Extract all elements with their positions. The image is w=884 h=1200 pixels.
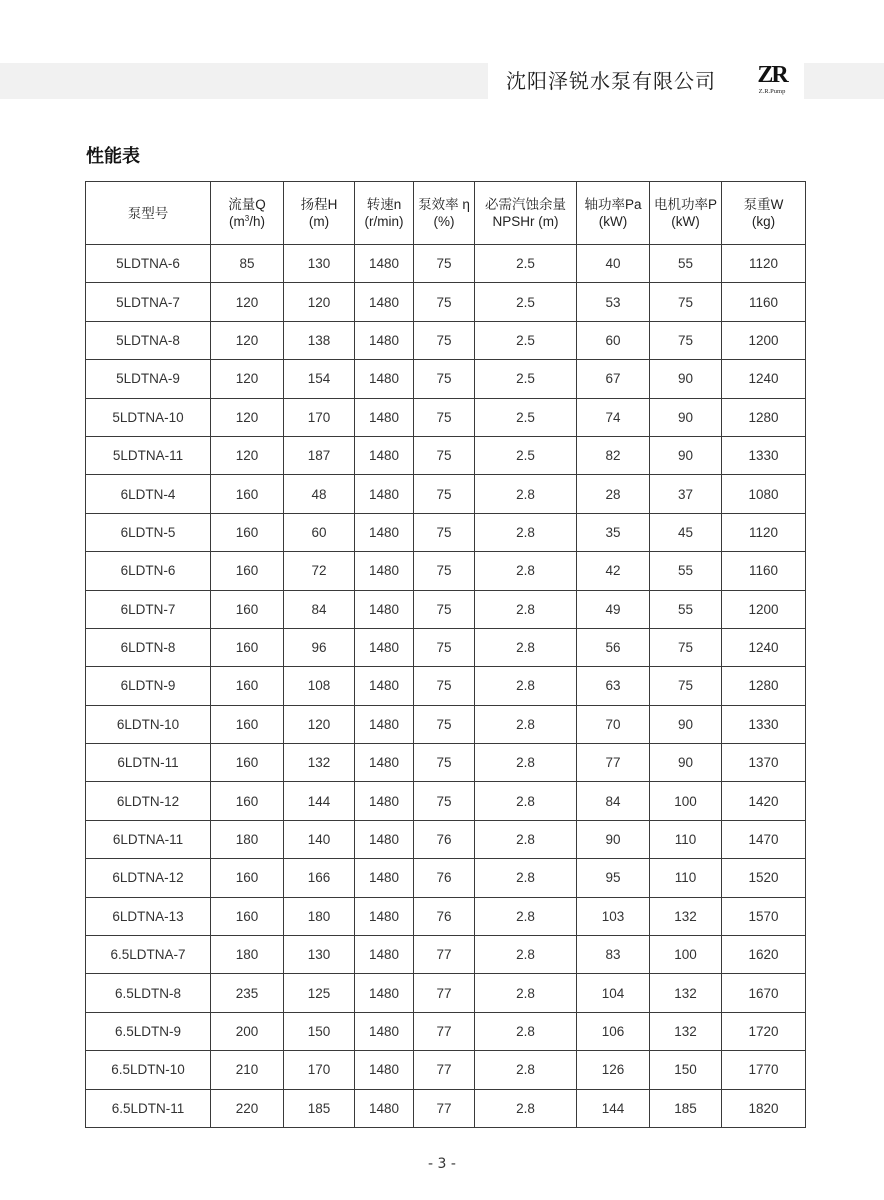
cell-npshr: 2.5 [475, 398, 577, 436]
cell-head: 120 [284, 705, 355, 743]
cell-efficiency: 77 [414, 1051, 475, 1089]
cell-npshr: 2.8 [475, 628, 577, 666]
cell-weight: 1470 [722, 820, 806, 858]
cell-efficiency: 76 [414, 859, 475, 897]
cell-shaft-power: 83 [577, 936, 650, 974]
column-header-efficiency: 泵效率 η (%) [414, 182, 475, 245]
column-header-weight: 泵重W (kg) [722, 182, 806, 245]
cell-speed: 1480 [355, 360, 414, 398]
table-row [86, 859, 806, 897]
column-header-model: 泵型号 [86, 182, 211, 245]
table-row [86, 475, 806, 513]
cell-speed: 1480 [355, 436, 414, 474]
cell-head: 125 [284, 974, 355, 1012]
cell-npshr: 2.8 [475, 820, 577, 858]
cell-motor-power: 75 [650, 628, 722, 666]
cell-efficiency: 77 [414, 974, 475, 1012]
cell-flow: 160 [211, 705, 284, 743]
cell-head: 166 [284, 859, 355, 897]
cell-npshr: 2.5 [475, 245, 577, 283]
cell-weight: 1160 [722, 552, 806, 590]
cell-flow: 160 [211, 513, 284, 551]
cell-model: 6LDTNA-11 [86, 820, 211, 858]
cell-flow: 160 [211, 859, 284, 897]
cell-shaft-power: 42 [577, 552, 650, 590]
cell-npshr: 2.8 [475, 475, 577, 513]
cell-motor-power: 55 [650, 590, 722, 628]
cell-efficiency: 75 [414, 436, 475, 474]
table-row [86, 513, 806, 551]
cell-efficiency: 75 [414, 590, 475, 628]
cell-head: 72 [284, 552, 355, 590]
cell-flow: 220 [211, 1089, 284, 1127]
cell-motor-power: 90 [650, 705, 722, 743]
table-row [86, 1051, 806, 1089]
cell-shaft-power: 77 [577, 744, 650, 782]
cell-head: 185 [284, 1089, 355, 1127]
cell-efficiency: 76 [414, 897, 475, 935]
cell-head: 48 [284, 475, 355, 513]
cell-shaft-power: 106 [577, 1012, 650, 1050]
cell-motor-power: 37 [650, 475, 722, 513]
cell-head: 96 [284, 628, 355, 666]
cell-efficiency: 75 [414, 360, 475, 398]
cell-motor-power: 90 [650, 436, 722, 474]
cell-efficiency: 75 [414, 321, 475, 359]
cell-head: 130 [284, 245, 355, 283]
column-header-speed: 转速n (r/min) [355, 182, 414, 245]
cell-shaft-power: 95 [577, 859, 650, 897]
cell-shaft-power: 49 [577, 590, 650, 628]
cell-weight: 1240 [722, 360, 806, 398]
cell-model: 6.5LDTN-11 [86, 1089, 211, 1127]
performance-table [85, 181, 806, 1128]
cell-weight: 1200 [722, 590, 806, 628]
cell-weight: 1280 [722, 667, 806, 705]
cell-motor-power: 55 [650, 245, 722, 283]
table-row [86, 436, 806, 474]
cell-head: 84 [284, 590, 355, 628]
cell-efficiency: 77 [414, 1089, 475, 1127]
cell-speed: 1480 [355, 820, 414, 858]
cell-efficiency: 76 [414, 820, 475, 858]
cell-motor-power: 75 [650, 667, 722, 705]
cell-flow: 180 [211, 820, 284, 858]
table-row [86, 245, 806, 283]
cell-npshr: 2.8 [475, 705, 577, 743]
table-row [86, 552, 806, 590]
cell-head: 180 [284, 897, 355, 935]
cell-weight: 1370 [722, 744, 806, 782]
cell-flow: 120 [211, 398, 284, 436]
cell-npshr: 2.8 [475, 513, 577, 551]
cell-speed: 1480 [355, 398, 414, 436]
cell-motor-power: 132 [650, 897, 722, 935]
cell-flow: 160 [211, 897, 284, 935]
cell-model: 6.5LDTN-10 [86, 1051, 211, 1089]
cell-npshr: 2.8 [475, 1051, 577, 1089]
cell-flow: 160 [211, 475, 284, 513]
cell-weight: 1120 [722, 245, 806, 283]
company-name: 沈阳泽锐水泵有限公司 [506, 69, 716, 93]
cell-model: 6LDTN-6 [86, 552, 211, 590]
cell-efficiency: 75 [414, 283, 475, 321]
cell-head: 140 [284, 820, 355, 858]
cell-efficiency: 75 [414, 782, 475, 820]
cell-model: 6LDTN-4 [86, 475, 211, 513]
cell-speed: 1480 [355, 283, 414, 321]
company-logo [749, 62, 795, 102]
page-number: - 3 - [428, 1156, 456, 1172]
cell-npshr: 2.5 [475, 360, 577, 398]
cell-speed: 1480 [355, 974, 414, 1012]
cell-speed: 1480 [355, 859, 414, 897]
cell-shaft-power: 67 [577, 360, 650, 398]
cell-shaft-power: 60 [577, 321, 650, 359]
cell-model: 6LDTN-5 [86, 513, 211, 551]
cell-model: 6LDTN-7 [86, 590, 211, 628]
cell-model: 6LDTN-8 [86, 628, 211, 666]
table-row [86, 628, 806, 666]
cell-head: 154 [284, 360, 355, 398]
cell-flow: 85 [211, 245, 284, 283]
cell-shaft-power: 63 [577, 667, 650, 705]
cell-shaft-power: 35 [577, 513, 650, 551]
cell-efficiency: 75 [414, 744, 475, 782]
cell-motor-power: 132 [650, 1012, 722, 1050]
cell-flow: 210 [211, 1051, 284, 1089]
section-title: 性能表 [86, 146, 140, 167]
cell-efficiency: 75 [414, 667, 475, 705]
cell-model: 5LDTNA-9 [86, 360, 211, 398]
cell-motor-power: 132 [650, 974, 722, 1012]
cell-shaft-power: 28 [577, 475, 650, 513]
cell-speed: 1480 [355, 667, 414, 705]
cell-speed: 1480 [355, 897, 414, 935]
cell-model: 5LDTNA-7 [86, 283, 211, 321]
cell-weight: 1820 [722, 1089, 806, 1127]
cell-speed: 1480 [355, 475, 414, 513]
cell-weight: 1420 [722, 782, 806, 820]
cell-npshr: 2.5 [475, 283, 577, 321]
logo-mark-icon: ZR [757, 62, 787, 88]
cell-shaft-power: 74 [577, 398, 650, 436]
cell-shaft-power: 70 [577, 705, 650, 743]
cell-efficiency: 75 [414, 552, 475, 590]
cell-head: 187 [284, 436, 355, 474]
cell-flow: 160 [211, 552, 284, 590]
cell-npshr: 2.8 [475, 744, 577, 782]
cell-weight: 1670 [722, 974, 806, 1012]
logo-subtext: Z.R.Pump [758, 88, 786, 95]
cell-npshr: 2.8 [475, 590, 577, 628]
cell-head: 138 [284, 321, 355, 359]
table-header-row [86, 182, 806, 245]
cell-head: 120 [284, 283, 355, 321]
cell-shaft-power: 103 [577, 897, 650, 935]
cell-motor-power: 100 [650, 782, 722, 820]
cell-head: 144 [284, 782, 355, 820]
cell-motor-power: 90 [650, 744, 722, 782]
cell-shaft-power: 126 [577, 1051, 650, 1089]
cell-weight: 1080 [722, 475, 806, 513]
cell-weight: 1120 [722, 513, 806, 551]
cell-motor-power: 55 [650, 552, 722, 590]
column-header-flow: 流量Q $(m^3/h)$ [211, 182, 284, 245]
cell-motor-power: 110 [650, 820, 722, 858]
cell-shaft-power: 53 [577, 283, 650, 321]
cell-weight: 1330 [722, 436, 806, 474]
table-row [86, 398, 806, 436]
cell-speed: 1480 [355, 744, 414, 782]
cell-model: 6.5LDTNA-7 [86, 936, 211, 974]
cell-npshr: 2.8 [475, 782, 577, 820]
cell-efficiency: 77 [414, 936, 475, 974]
cell-motor-power: 90 [650, 398, 722, 436]
cell-model: 6LDTN-10 [86, 705, 211, 743]
cell-efficiency: 75 [414, 628, 475, 666]
cell-motor-power: 110 [650, 859, 722, 897]
cell-speed: 1480 [355, 1051, 414, 1089]
cell-efficiency: 75 [414, 398, 475, 436]
cell-shaft-power: 144 [577, 1089, 650, 1127]
table-row [86, 590, 806, 628]
cell-model: 5LDTNA-8 [86, 321, 211, 359]
cell-motor-power: 75 [650, 321, 722, 359]
table-row [86, 782, 806, 820]
cell-motor-power: 100 [650, 936, 722, 974]
cell-head: 132 [284, 744, 355, 782]
cell-model: 5LDTNA-6 [86, 245, 211, 283]
column-header-motor-power: 电机功率P (kW) [650, 182, 722, 245]
table-row [86, 936, 806, 974]
cell-shaft-power: 90 [577, 820, 650, 858]
cell-motor-power: 45 [650, 513, 722, 551]
table-row [86, 974, 806, 1012]
table-row [86, 321, 806, 359]
cell-flow: 120 [211, 436, 284, 474]
table-row [86, 667, 806, 705]
cell-motor-power: 75 [650, 283, 722, 321]
table-row [86, 705, 806, 743]
cell-speed: 1480 [355, 782, 414, 820]
cell-speed: 1480 [355, 628, 414, 666]
cell-npshr: 2.5 [475, 321, 577, 359]
table-row [86, 1012, 806, 1050]
cell-npshr: 2.8 [475, 859, 577, 897]
cell-weight: 1720 [722, 1012, 806, 1050]
cell-npshr: 2.8 [475, 552, 577, 590]
cell-head: 130 [284, 936, 355, 974]
cell-head: 108 [284, 667, 355, 705]
cell-motor-power: 90 [650, 360, 722, 398]
cell-shaft-power: 84 [577, 782, 650, 820]
cell-shaft-power: 56 [577, 628, 650, 666]
cell-model: 6.5LDTN-8 [86, 974, 211, 1012]
cell-efficiency: 75 [414, 475, 475, 513]
cell-flow: 120 [211, 283, 284, 321]
cell-npshr: 2.8 [475, 667, 577, 705]
table-row [86, 283, 806, 321]
cell-shaft-power: 40 [577, 245, 650, 283]
cell-weight: 1570 [722, 897, 806, 935]
cell-flow: 120 [211, 321, 284, 359]
cell-speed: 1480 [355, 590, 414, 628]
cell-weight: 1770 [722, 1051, 806, 1089]
cell-weight: 1620 [722, 936, 806, 974]
cell-speed: 1480 [355, 245, 414, 283]
cell-head: 150 [284, 1012, 355, 1050]
cell-efficiency: 75 [414, 513, 475, 551]
cell-weight: 1280 [722, 398, 806, 436]
cell-weight: 1160 [722, 283, 806, 321]
cell-flow: 160 [211, 590, 284, 628]
cell-shaft-power: 104 [577, 974, 650, 1012]
cell-npshr: 2.8 [475, 974, 577, 1012]
cell-npshr: 2.8 [475, 897, 577, 935]
cell-model: 5LDTNA-11 [86, 436, 211, 474]
cell-speed: 1480 [355, 1012, 414, 1050]
cell-weight: 1240 [722, 628, 806, 666]
table-body [86, 245, 806, 1128]
cell-model: 6LDTNA-13 [86, 897, 211, 935]
cell-head: 170 [284, 398, 355, 436]
table-row [86, 820, 806, 858]
cell-head: 170 [284, 1051, 355, 1089]
cell-efficiency: 75 [414, 705, 475, 743]
cell-speed: 1480 [355, 1089, 414, 1127]
column-header-head: 扬程H (m) [284, 182, 355, 245]
cell-flow: 180 [211, 936, 284, 974]
cell-flow: 160 [211, 744, 284, 782]
cell-model: 6LDTNA-12 [86, 859, 211, 897]
cell-model: 6.5LDTN-9 [86, 1012, 211, 1050]
cell-model: 6LDTN-12 [86, 782, 211, 820]
cell-speed: 1480 [355, 552, 414, 590]
cell-weight: 1520 [722, 859, 806, 897]
column-header-npshr: 必需汽蚀余量 NPSHr (m) [475, 182, 577, 245]
cell-motor-power: 185 [650, 1089, 722, 1127]
cell-npshr: 2.8 [475, 936, 577, 974]
cell-npshr: 2.5 [475, 436, 577, 474]
cell-model: 5LDTNA-10 [86, 398, 211, 436]
table-row [86, 744, 806, 782]
cell-flow: 200 [211, 1012, 284, 1050]
cell-flow: 120 [211, 360, 284, 398]
cell-speed: 1480 [355, 321, 414, 359]
table-row [86, 1089, 806, 1127]
cell-flow: 160 [211, 628, 284, 666]
cell-flow: 160 [211, 782, 284, 820]
cell-npshr: 2.8 [475, 1089, 577, 1127]
cell-efficiency: 75 [414, 245, 475, 283]
cell-model: 6LDTN-9 [86, 667, 211, 705]
cell-weight: 1330 [722, 705, 806, 743]
cell-flow: 235 [211, 974, 284, 1012]
cell-model: 6LDTN-11 [86, 744, 211, 782]
table-row [86, 360, 806, 398]
table-row [86, 897, 806, 935]
cell-flow: 160 [211, 667, 284, 705]
cell-motor-power: 150 [650, 1051, 722, 1089]
cell-speed: 1480 [355, 936, 414, 974]
cell-shaft-power: 82 [577, 436, 650, 474]
cell-efficiency: 77 [414, 1012, 475, 1050]
cell-npshr: 2.8 [475, 1012, 577, 1050]
column-header-shaft-power: 轴功率Pa (kW) [577, 182, 650, 245]
cell-speed: 1480 [355, 513, 414, 551]
cell-speed: 1480 [355, 705, 414, 743]
cell-head: 60 [284, 513, 355, 551]
cell-weight: 1200 [722, 321, 806, 359]
